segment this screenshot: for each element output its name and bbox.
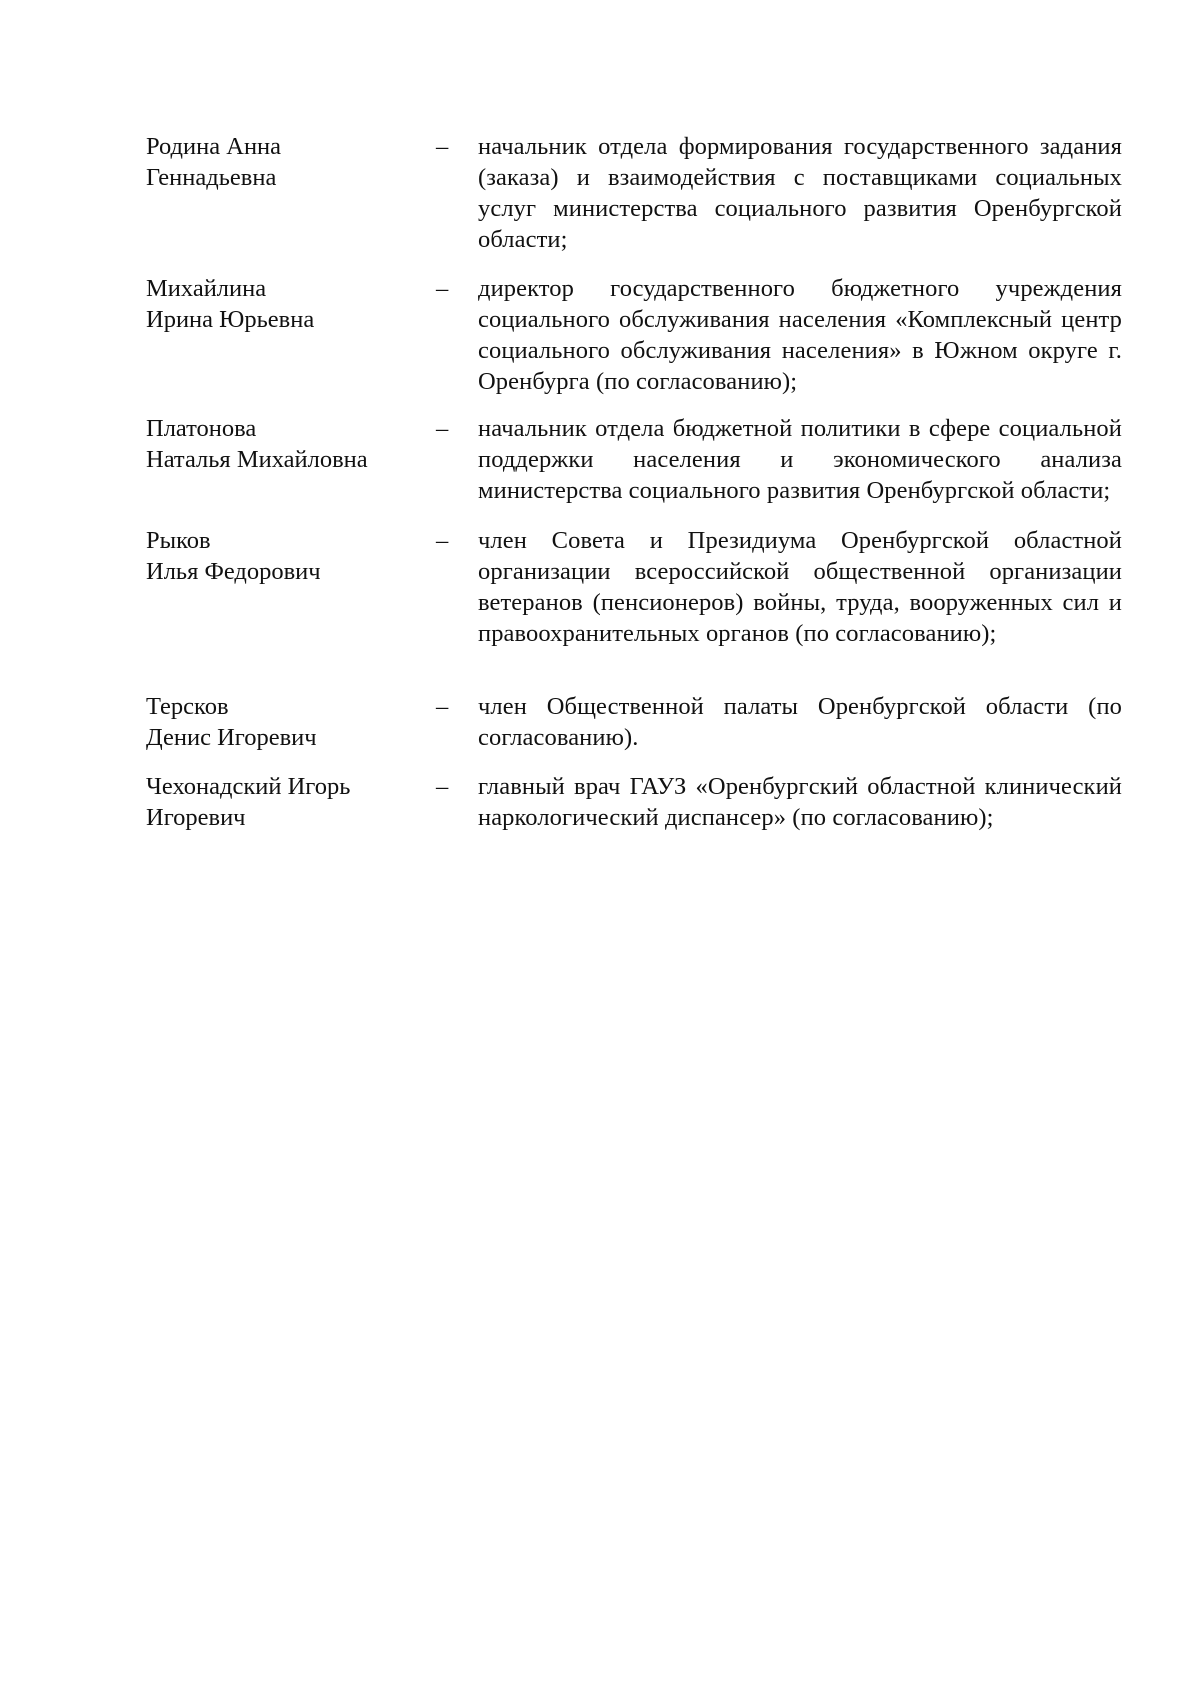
member-name: [146, 691, 436, 753]
dash-separator: –: [436, 527, 449, 554]
member-position: член Совета и Президиума Оренбургской областной организации всероссийской общественной организации ветеранов (пенсионеров) войны, труда, вооруженных сил и правоохранительных органов (по согласованию);: [478, 527, 1122, 647]
member-name-line-2: Игоревич: [146, 804, 246, 831]
member-entry: [146, 413, 1122, 506]
member-entry: [146, 525, 1122, 649]
member-name-line-1: Платонова: [146, 415, 257, 442]
member-name-line-2: Денис Игоревич: [146, 724, 317, 751]
member-name: [146, 771, 436, 833]
member-name-line-1: Михайлина: [146, 275, 267, 302]
member-position: начальник отдела бюджетной политики в сфере социальной поддержки населения и экономического анализа министерства социального развития Оренбургской области;: [478, 415, 1122, 504]
member-name-line-1: Чехонадский Игорь: [146, 773, 351, 800]
member-position: директор государственного бюджетного учреждения социального обслуживания населения «Комплексный центр социального обслуживания населения» в Южном округе г. Оренбурга (по согласованию);: [478, 275, 1122, 395]
dash-separator: –: [436, 133, 449, 160]
member-entry: [146, 273, 1122, 397]
member-entry: [146, 131, 1122, 255]
dash-separator: –: [436, 275, 449, 302]
member-name: [146, 413, 436, 475]
member-name-line-2: Геннадьевна: [146, 164, 277, 191]
member-name-line-2: Наталья Михайловна: [146, 446, 368, 473]
dash-separator: –: [436, 693, 449, 720]
member-name-line-1: Терсков: [146, 693, 229, 720]
member-name: [146, 273, 436, 335]
member-name-line-1: Родина Анна: [146, 133, 282, 160]
dash-separator: –: [436, 773, 449, 800]
member-name-line-2: Ирина Юрьевна: [146, 306, 315, 333]
member-name: [146, 525, 436, 587]
member-list: [146, 131, 1122, 833]
member-name: [146, 131, 436, 193]
dash-separator: –: [436, 415, 449, 442]
member-name-line-1: Рыков: [146, 527, 211, 554]
member-name-line-2: Илья Федорович: [146, 558, 321, 585]
member-position: начальник отдела формирования государственного задания (заказа) и взаимодействия с поставщиками социальных услуг министерства социального развития Оренбургской области;: [478, 133, 1122, 253]
member-position: главный врач ГАУЗ «Оренбургский областной клинический наркологический диспансер» (по согласованию);: [478, 773, 1122, 831]
member-position: член Общественной палаты Оренбургской области (по согласованию).: [478, 693, 1122, 751]
member-entry: [146, 691, 1122, 753]
member-entry: [146, 771, 1122, 833]
